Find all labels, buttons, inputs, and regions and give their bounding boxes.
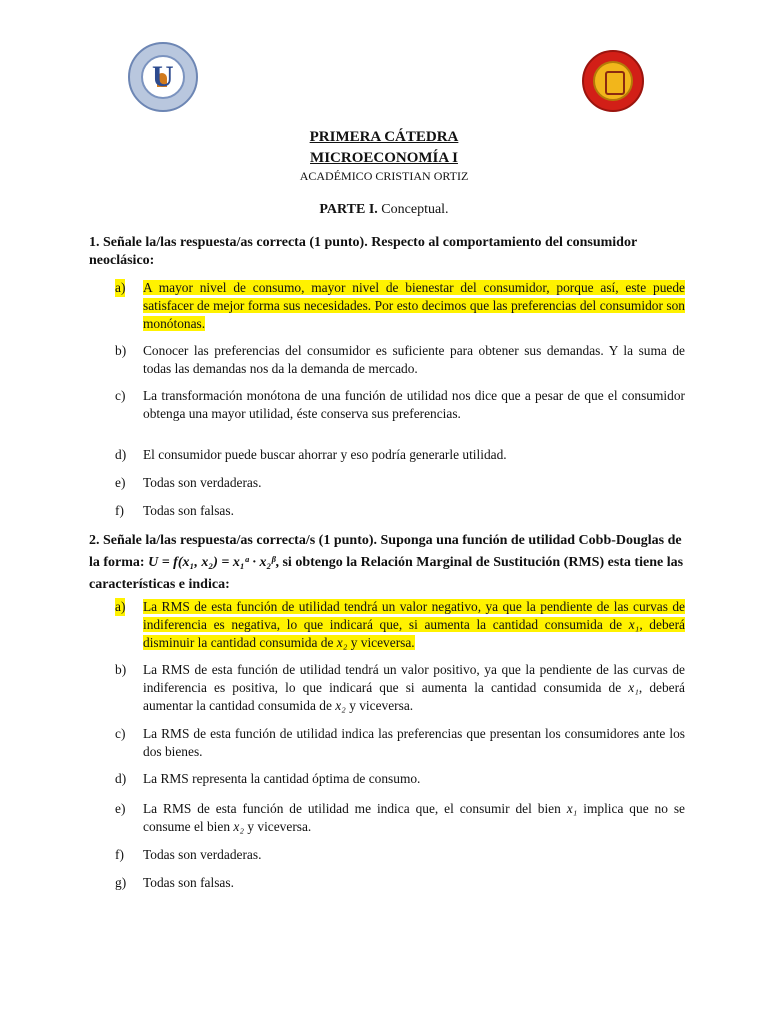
option-letter: c) [115, 726, 126, 741]
option-letter: a) [115, 599, 126, 614]
option-variable-2: x₂ [336, 635, 348, 650]
option-text-part-2: , deberá disminuir la cantidad consumida de [143, 617, 685, 650]
q2-option-e [89, 800, 685, 836]
university-logo-inner [141, 55, 185, 99]
exam-title: PRIMERA CÁTEDRA [309, 129, 459, 145]
option-text: Conocer las preferencias del consumidor es suficiente para obtener sus demandas. Y la suma de todas las demandas nos da la demanda de mercado. [143, 343, 685, 376]
q2-option-a [89, 598, 685, 652]
q2-option-g [89, 874, 685, 892]
q1-option-c [89, 387, 685, 423]
faculty-logo-inner [593, 61, 633, 101]
option-text: Todas son verdaderas. [143, 847, 262, 862]
option-text: Todas son verdaderas. [143, 475, 262, 490]
cobb-douglas-formula: U = f(x₁, x₂) = x₁ᵅ · x₂ᵝ [148, 555, 276, 570]
option-letter: d) [115, 771, 127, 786]
question-2-line-3: características e indica: [89, 577, 230, 592]
option-letter: a) [115, 280, 126, 295]
section-heading [0, 201, 768, 219]
q2-option-f [89, 846, 685, 864]
option-text: Todas son falsas. [143, 875, 234, 890]
option-letter: b) [115, 662, 127, 677]
faculty-logo-mark [605, 71, 625, 95]
q1-option-b [89, 342, 685, 378]
option-variable-2: x₂ [335, 698, 346, 713]
option-letter: d) [115, 447, 127, 462]
course-title: MICROECONOMÍA I [310, 150, 458, 166]
option-text-part-3: y viceversa. [243, 819, 312, 834]
option-text-part-3: y viceversa. [347, 635, 415, 650]
university-logo-letter: U [152, 60, 174, 93]
faculty-logo [582, 50, 644, 112]
option-text: La RMS representa la cantidad óptima de consumo. [143, 771, 421, 786]
academic-name: ACADÉMICO CRISTIAN ORTIZ [299, 169, 469, 183]
option-text-part-2: , deberá aumentar la cantidad consumida de [143, 680, 685, 713]
option-letter: b) [115, 343, 127, 358]
section-heading-text: Conceptual. [377, 202, 449, 217]
option-letter: f) [115, 503, 124, 518]
option-text: El consumidor puede buscar ahorrar y eso podría generarle utilidad. [143, 447, 507, 462]
section-heading-label: PARTE I. [319, 202, 378, 217]
q1-option-a [89, 279, 685, 333]
option-letter: e) [115, 475, 126, 490]
option-text: Todas son falsas. [143, 503, 234, 518]
option-variable-1: x₁ [566, 801, 578, 816]
question-2-line-2-start: la forma: [89, 555, 149, 570]
option-variable-2: x₂ [233, 819, 244, 834]
option-text: La transformación monótona de una función de utilidad nos dice que a pesar de que el consumidor obtenga una mayor utilidad, éste conserva sus preferencias. [143, 388, 685, 421]
q1-option-d [89, 446, 685, 464]
q2-option-c [89, 725, 685, 761]
question-2-line-2-end: , si obtengo la Relación Marginal de Sustitución (RMS) esta tiene las [275, 555, 684, 570]
option-text-part-1: La RMS de esta función de utilidad me indica que, el consumir del bien [143, 801, 567, 816]
option-text-part-1: La RMS de esta función de utilidad tendrá un valor positivo, ya que la pendiente de las curvas de indiferencia es positiva, lo que indicará que si aumenta la cantidad consumida de [143, 662, 685, 695]
option-variable-1: x₁ [628, 680, 639, 695]
option-letter: e) [115, 801, 126, 816]
option-text-part-3: y viceversa. [345, 698, 414, 713]
q2-option-d [89, 770, 685, 788]
option-letter: f) [115, 847, 124, 862]
option-variable-1: x₁ [628, 617, 640, 632]
option-letter: g) [115, 875, 127, 890]
q1-option-f [89, 502, 685, 520]
question-1: 1. Señale la/las respuesta/as correcta (1 punto). Respecto al comportamiento del consumidor neoclásico: [89, 235, 637, 268]
option-text-part-1: La RMS de esta función de utilidad tendrá un valor negativo, ya que la pendiente de las curvas de indiferencia es negativa, lo que indicará que, si aumenta la cantidad consumida de [143, 599, 685, 632]
option-text: A mayor nivel de consumo, mayor nivel de bienestar del consumidor, porque así, este puede satisfacer de mejor forma sus necesidades. Por esto decimos que las preferencias del consumidor son monótonas. [143, 280, 685, 331]
option-text: La RMS de esta función de utilidad indica las preferencias que presentan los consumidores ante los dos bienes. [143, 726, 685, 759]
question-2 [89, 530, 685, 596]
option-text-part-2: implica que no se consume el bien [143, 801, 685, 834]
q2-option-b [89, 661, 685, 715]
university-logo [128, 42, 198, 112]
question-2-line-1: 2. Señale la/las respuesta/as correcta/s (1 punto). Suponga una función de utilidad Cobb-Douglas de [89, 533, 682, 548]
q1-option-e [89, 474, 685, 492]
option-letter: c) [115, 388, 126, 403]
